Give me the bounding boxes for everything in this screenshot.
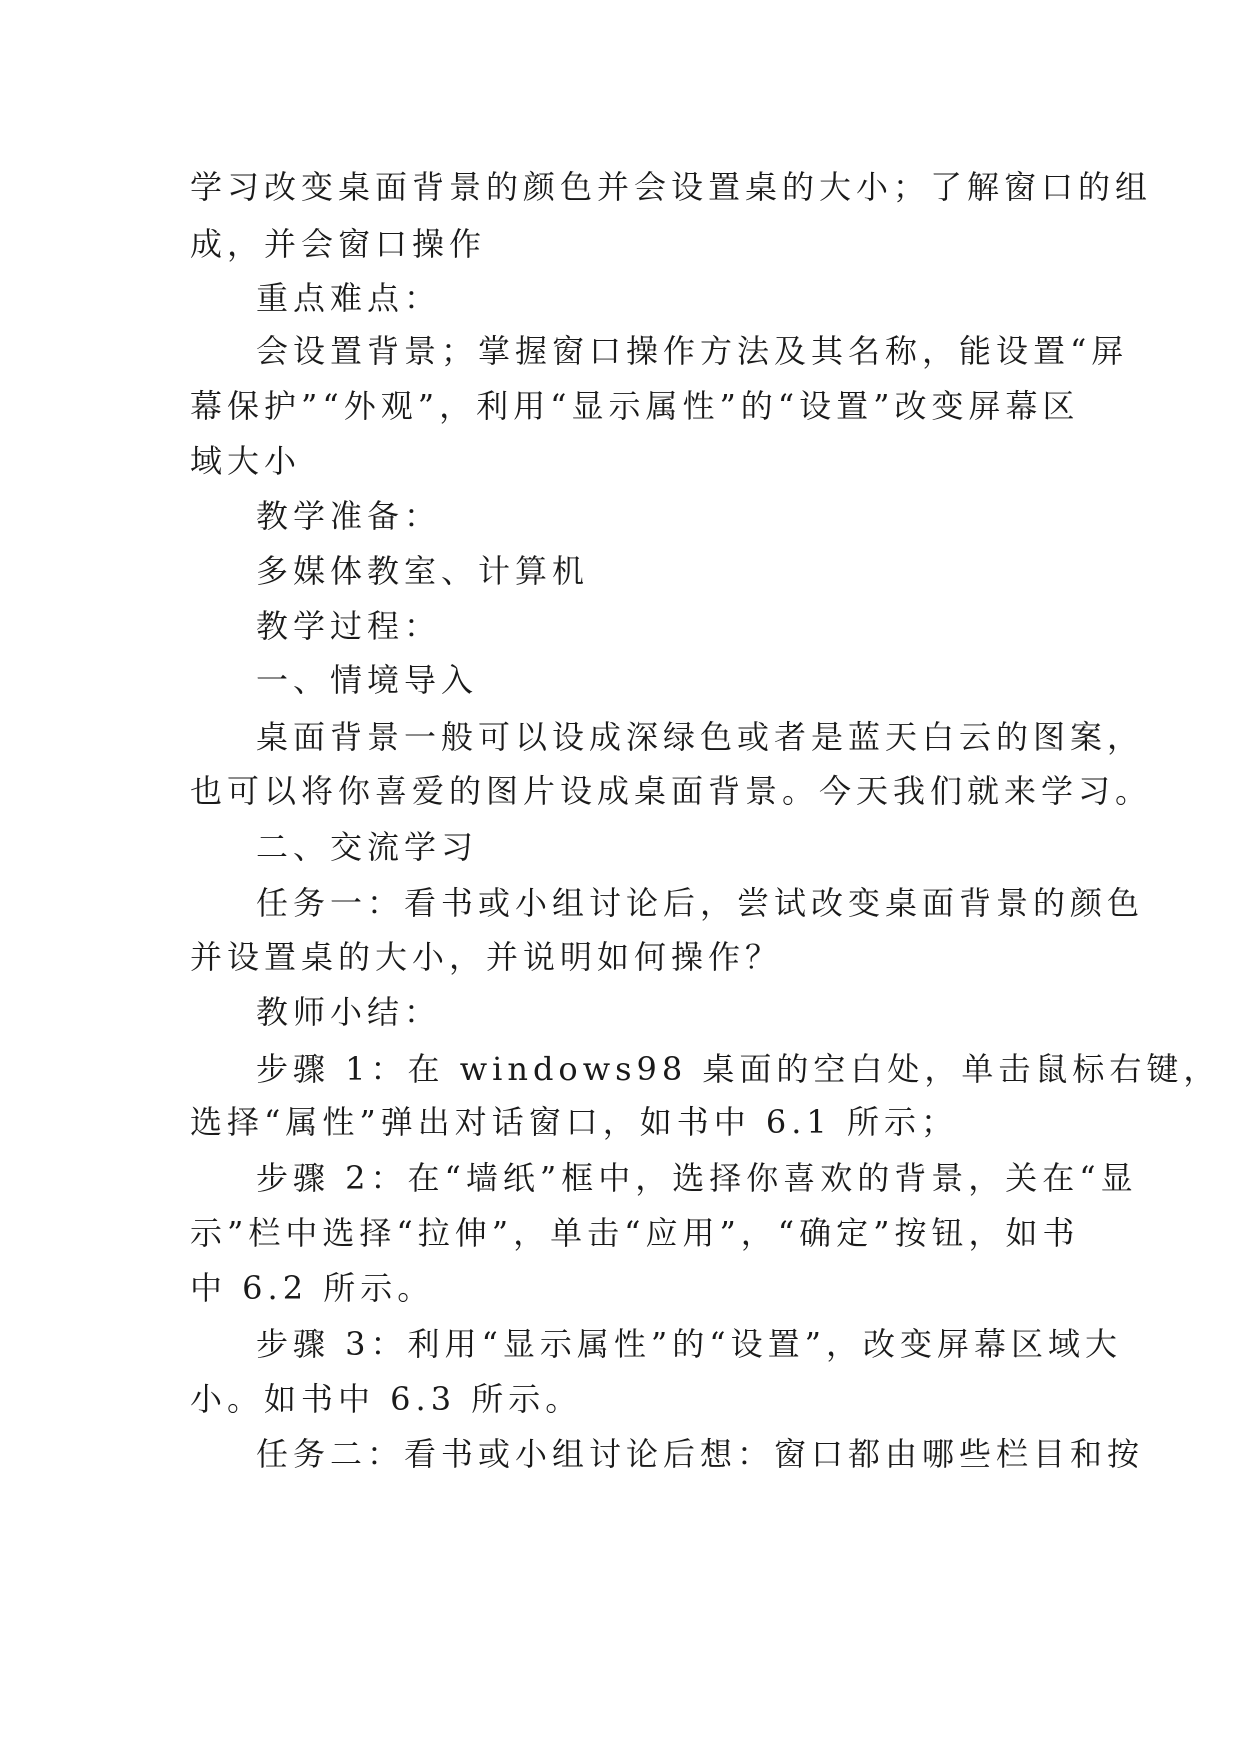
section-heading-key-points: 重点难点：	[256, 279, 442, 317]
paragraph-line: 成，并会窗口操作	[190, 225, 487, 263]
paragraph-line: 任务一：看书或小组讨论后，尝试改变桌面背景的颜色	[256, 884, 1145, 922]
paragraph-line: 步骤 3：利用“显示属性”的“设置”，改变屏幕区域大	[256, 1325, 1122, 1363]
section-heading-exchange: 二、交流学习	[256, 828, 479, 866]
section-heading-process: 教学过程：	[256, 607, 442, 645]
paragraph-line: 示”栏中选择“拉伸”，单击“应用”，“确定”按钮，如书	[190, 1214, 1080, 1252]
section-heading-intro: 一、情境导入	[256, 661, 479, 699]
paragraph-line: 步骤 2：在“墙纸”框中，选择你喜欢的背景，关在“显	[256, 1159, 1138, 1197]
paragraph-line: 并设置桌的大小，并说明如何操作？	[190, 938, 783, 976]
section-heading-summary: 教师小结：	[256, 993, 442, 1031]
paragraph-line: 多媒体教室、计算机	[256, 552, 590, 590]
section-heading-preparation: 教学准备：	[256, 497, 442, 535]
paragraph-line: 小。如书中 6.3 所示。	[190, 1380, 583, 1418]
paragraph-line: 选择“属性”弹出对话窗口，如书中 6.1 所示；	[190, 1103, 958, 1141]
paragraph-line: 桌面背景一般可以设成深绿色或者是蓝天白云的图案，	[256, 718, 1145, 756]
paragraph-line: 也可以将你喜爱的图片设成桌面背景。今天我们就来学习。	[190, 772, 1153, 810]
paragraph-line: 学习改变桌面背景的颜色并会设置桌的大小；了解窗口的组	[190, 168, 1153, 206]
paragraph-line: 步骤 1：在 windows98 桌面的空白处，单击鼠标右键，	[256, 1050, 1221, 1088]
paragraph-line: 域大小	[190, 442, 302, 480]
paragraph-line: 幕保护”“外观”，利用“显示属性”的“设置”改变屏幕区	[190, 387, 1080, 425]
paragraph-line: 中 6.2 所示。	[190, 1269, 435, 1307]
paragraph-line: 会设置背景；掌握窗口操作方法及其名称，能设置“屏	[256, 332, 1129, 370]
paragraph-line: 任务二：看书或小组讨论后想：窗口都由哪些栏目和按	[256, 1435, 1145, 1473]
